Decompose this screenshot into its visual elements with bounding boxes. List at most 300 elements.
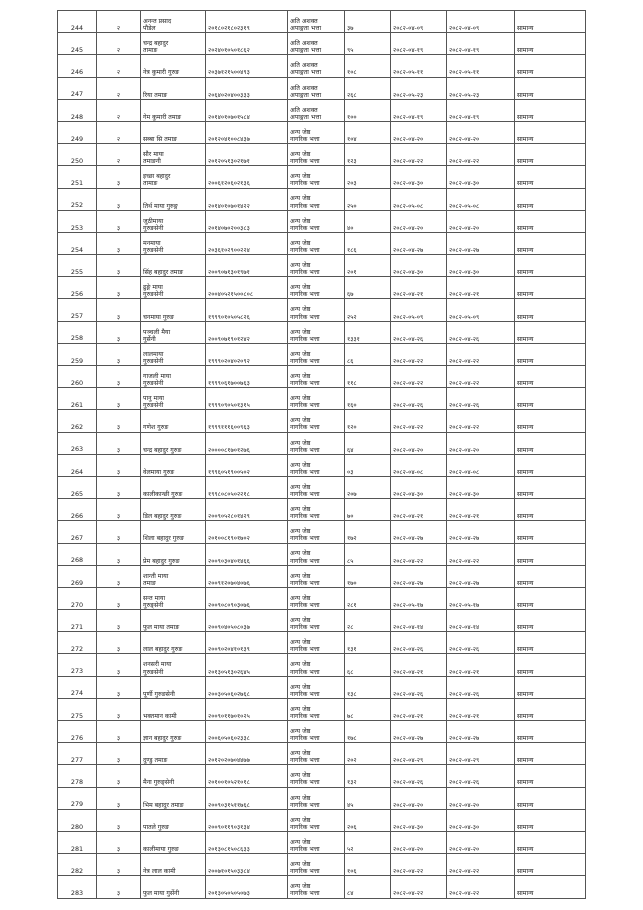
allowance-type-line: नागरिक भत्ता xyxy=(290,646,320,654)
name-line: तमाङनी xyxy=(143,158,161,166)
ward-cell: २ xyxy=(97,144,141,166)
allowance-type-cell xyxy=(288,454,345,476)
start-date-cell: २०८२-०४-१४ xyxy=(391,610,447,632)
ward-cell: ३ xyxy=(97,809,141,831)
id-number-cell: २००७१०१५०३३८४ xyxy=(206,854,288,876)
name-line: तामाङ xyxy=(143,47,158,55)
allowance-type-line: अन्य जेष्ठ xyxy=(290,306,311,314)
table-row xyxy=(58,166,586,188)
serial-number-cell: 250 xyxy=(58,144,97,166)
table-row xyxy=(58,543,586,565)
id-number-cell: २००९०११७०१०२५ xyxy=(206,698,288,720)
id-number-cell: २००३०५०६०२७६८ xyxy=(206,676,288,698)
allowance-type-line: नागरिक भत्ता xyxy=(290,601,320,609)
id-number-cell: २०१३०८१५०८६३३ xyxy=(206,831,288,853)
allowance-type-line: नागरिक भत्ता xyxy=(290,313,320,321)
id-number-cell: २०१००१०५२१०१८ xyxy=(206,765,288,787)
id-number-cell: २००९०७१९०१२४२ xyxy=(206,321,288,343)
allowance-type-line: नागरिक भत्ता xyxy=(290,557,320,565)
allowance-type-cell xyxy=(288,277,345,299)
allowance-type-line: नागरिक भत्ता xyxy=(290,335,320,343)
allowance-type-cell xyxy=(288,432,345,454)
serial-number-cell: 248 xyxy=(58,99,97,121)
start-date-cell: २०८२-०४-२६ xyxy=(391,321,447,343)
status-cell: सामान्य xyxy=(515,144,586,166)
serial-number-cell: 273 xyxy=(58,654,97,676)
allowance-type-line: अन्य जेष्ठ xyxy=(290,151,311,159)
name-cell xyxy=(141,343,206,365)
ward-cell: ३ xyxy=(97,366,141,388)
allowance-type-cell xyxy=(288,654,345,676)
status-cell: सामान्य xyxy=(515,654,586,676)
start-date-cell: २०८२-०५-१७ xyxy=(391,587,447,609)
allowance-type-cell xyxy=(288,33,345,55)
allowance-type-line: नागरिक भत्ता xyxy=(290,224,320,232)
allowance-type-cell xyxy=(288,476,345,498)
table-row xyxy=(58,765,586,787)
id-number-cell: २००९०३०४०१४६६ xyxy=(206,543,288,565)
allowance-type-line: नागरिक भत्ता xyxy=(290,402,320,410)
name-cell xyxy=(141,232,206,254)
status-cell: सामान्य xyxy=(515,787,586,809)
id-number-cell: २००९०५२८०१४२९ xyxy=(206,499,288,521)
allowance-type-line: अन्य जेष्ठ xyxy=(290,772,311,780)
ward-cell: ३ xyxy=(97,610,141,632)
allowance-type-line: अन्य जेष्ठ xyxy=(290,572,311,580)
code-cell: ४५ xyxy=(345,787,391,809)
serial-number-cell: 259 xyxy=(58,343,97,365)
ward-cell: ३ xyxy=(97,299,141,321)
serial-number-cell: 266 xyxy=(58,499,97,521)
name-cell xyxy=(141,765,206,787)
name-cell xyxy=(141,366,206,388)
allowance-type-line: अन्य जेष्ठ xyxy=(290,617,311,624)
name-line: शनसरी माया xyxy=(143,661,172,669)
allowance-type-cell xyxy=(288,499,345,521)
id-number-cell: २००९१२०७०४०७६ xyxy=(206,565,288,587)
allowance-type-cell xyxy=(288,99,345,121)
ward-cell: ३ xyxy=(97,388,141,410)
table-row xyxy=(58,876,586,898)
allowance-type-line: अपाङ्गता भत्ता xyxy=(290,113,322,121)
ward-cell: ३ xyxy=(97,410,141,432)
status-cell: सामान्य xyxy=(515,809,586,831)
allowance-type-cell xyxy=(288,876,345,898)
table-row xyxy=(58,854,586,876)
serial-number-cell: 262 xyxy=(58,410,97,432)
table-row xyxy=(58,343,586,365)
start-date-cell: २०८२-०४-२७ xyxy=(391,721,447,743)
serial-number-cell: 271 xyxy=(58,610,97,632)
code-cell: ८५ xyxy=(345,543,391,565)
code-cell: १७० xyxy=(345,565,391,587)
status-cell: सामान्य xyxy=(515,765,586,787)
id-number-cell: २००४०५२१५००८०८ xyxy=(206,277,288,299)
name-line: सब्बा सि तमाङ xyxy=(143,136,177,143)
name-line: गुरुङसेनी xyxy=(143,357,164,365)
name-line: मनमाया xyxy=(143,239,161,247)
allowance-type-line: अन्य जेष्ठ xyxy=(290,794,311,802)
table-row xyxy=(58,721,586,743)
ward-cell: ३ xyxy=(97,654,141,676)
name-line: गुरुङसेनी xyxy=(143,380,164,388)
serial-number-cell: 275 xyxy=(58,698,97,720)
name-line: नेत्र कुमारी गुरुङ xyxy=(143,69,180,77)
status-cell: सामान्य xyxy=(515,632,586,654)
allowance-type-line: नागरिक भत्ता xyxy=(290,735,320,743)
start-date-cell: २०८२-०४-२० xyxy=(391,210,447,232)
allowance-type-line: अपाङ्गता भत्ता xyxy=(290,25,322,33)
end-date-cell: २०८२-०४-२२ xyxy=(447,543,515,565)
allowance-type-line: नागरिक भत्ता xyxy=(290,668,320,676)
id-number-cell: २०१००८१९०१७०२ xyxy=(206,521,288,543)
code-cell: १०६ xyxy=(345,854,391,876)
allowance-type-line: अन्य जेष्ठ xyxy=(290,750,311,758)
table-row xyxy=(58,299,586,321)
name-line: सन्त माया xyxy=(143,594,166,602)
table-row xyxy=(58,632,586,654)
status-cell: सामान्य xyxy=(515,499,586,521)
start-date-cell: २०८२-०४-२० xyxy=(391,432,447,454)
allowance-type-line: नागरिक भत्ता xyxy=(290,579,320,587)
status-cell: सामान्य xyxy=(515,255,586,277)
allowance-type-cell xyxy=(288,232,345,254)
name-line: प्रेम बहादुर गुरुङ xyxy=(143,557,180,565)
allowance-type-line: नागरिक भत्ता xyxy=(290,180,320,188)
allowance-type-line: नागरिक भत्ता xyxy=(290,136,320,143)
status-cell: सामान्य xyxy=(515,77,586,99)
ward-cell: ३ xyxy=(97,565,141,587)
name-cell xyxy=(141,610,206,632)
status-cell: सामान्य xyxy=(515,831,586,853)
status-cell: सामान्य xyxy=(515,587,586,609)
table-row xyxy=(58,277,586,299)
name-cell xyxy=(141,33,206,55)
table-row xyxy=(58,676,586,698)
ward-cell: ३ xyxy=(97,743,141,765)
start-date-cell: २०८२-०४-२० xyxy=(391,831,447,853)
end-date-cell: २०८२-०४-२९ xyxy=(447,743,515,765)
ward-cell: ३ xyxy=(97,432,141,454)
start-date-cell: २०८२-०४-२६ xyxy=(391,632,447,654)
name-line: पानु माया xyxy=(143,395,165,403)
start-date-cell: २०८२-०४-२० xyxy=(391,787,447,809)
end-date-cell: २०८२-०४-१९ xyxy=(447,33,515,55)
table-row xyxy=(58,499,586,521)
ward-cell: ३ xyxy=(97,831,141,853)
allowance-type-line: अपाङ्गता भत्ता xyxy=(290,69,322,77)
end-date-cell: २०८२-०५-२३ xyxy=(447,77,515,99)
allowance-type-line: अन्य जेष्ठ xyxy=(290,461,311,469)
ward-cell: ३ xyxy=(97,277,141,299)
id-number-cell: २०२४०१०५०१८६२ xyxy=(206,33,288,55)
allowance-type-line: अन्य जेष्ठ xyxy=(290,262,311,269)
table-row xyxy=(58,321,586,343)
serial-number-cell: 258 xyxy=(58,321,97,343)
status-cell: सामान्य xyxy=(515,277,586,299)
start-date-cell: २०८२-०५-२३ xyxy=(391,77,447,99)
status-cell: सामान्य xyxy=(515,166,586,188)
status-cell: सामान्य xyxy=(515,99,586,121)
end-date-cell: २०८२-०४-२७ xyxy=(447,721,515,743)
id-number-cell: २०१८०२१८०२३१९ xyxy=(206,11,288,33)
status-cell: सामान्य xyxy=(515,743,586,765)
ward-cell: ३ xyxy=(97,721,141,743)
code-cell: ५२ xyxy=(345,831,391,853)
end-date-cell: २०८२-०४-२७ xyxy=(447,521,515,543)
ward-cell: २ xyxy=(97,121,141,143)
code-cell: २६८ xyxy=(345,77,391,99)
end-date-cell: २०८२-०४-०८ xyxy=(447,454,515,476)
allowance-type-line: नागरिक भत्ता xyxy=(290,890,320,898)
code-cell: १३२ xyxy=(345,765,391,787)
allowance-type-line: अन्य जेष्ठ xyxy=(290,284,311,292)
end-date-cell: २०८२-०४-२६ xyxy=(447,765,515,787)
name-line: अनन्त प्रसाद xyxy=(143,17,172,25)
name-cell xyxy=(141,521,206,543)
id-number-cell: २०१४०१०७०१४२२ xyxy=(206,188,288,210)
end-date-cell: २०८२-०४-२० xyxy=(447,787,515,809)
allowance-type-line: अन्य जेष्ठ xyxy=(290,195,311,203)
code-cell: १०८ xyxy=(345,55,391,77)
ward-cell: ३ xyxy=(97,166,141,188)
start-date-cell: २०८२-०४-२२ xyxy=(391,854,447,876)
allowance-type-cell xyxy=(288,321,345,343)
id-number-cell: २००९०४०५०८०३७ xyxy=(206,610,288,632)
ward-cell: ३ xyxy=(97,454,141,476)
start-date-cell: २०८२-०४-३० xyxy=(391,809,447,831)
name-line: सिंह बहादुर तमाङ xyxy=(143,269,184,277)
name-cell xyxy=(141,721,206,743)
allowance-type-line: नागरिक भत्ता xyxy=(290,202,320,210)
allowance-type-cell xyxy=(288,565,345,587)
ward-cell: ३ xyxy=(97,343,141,365)
name-line: रिया तमाङ xyxy=(143,91,168,99)
allowance-type-line: अन्य जेष्ठ xyxy=(290,439,311,447)
start-date-cell: २०८२-०४-२२ xyxy=(391,144,447,166)
name-cell xyxy=(141,255,206,277)
ward-cell: ३ xyxy=(97,676,141,698)
allowance-type-line: अन्य जेष्ठ xyxy=(290,217,311,225)
code-cell: १२३ xyxy=(345,144,391,166)
allowance-type-cell xyxy=(288,721,345,743)
serial-number-cell: 249 xyxy=(58,121,97,143)
name-line: गुरुङसेनी xyxy=(143,291,164,299)
start-date-cell: २०८२-०४-२१ xyxy=(391,277,447,299)
code-cell: ७८ xyxy=(345,698,391,720)
name-line: इच्छा बहादुर xyxy=(143,173,171,181)
allowance-type-cell xyxy=(288,366,345,388)
table-row xyxy=(58,565,586,587)
code-cell: २०२ xyxy=(345,743,391,765)
end-date-cell: २०८२-०४-२२ xyxy=(447,366,515,388)
status-cell: सामान्य xyxy=(515,610,586,632)
name-cell xyxy=(141,432,206,454)
serial-number-cell: 245 xyxy=(58,33,97,55)
status-cell: सामान्य xyxy=(515,521,586,543)
status-cell: सामान्य xyxy=(515,676,586,698)
id-number-cell: २००९०३१५११७६८ xyxy=(206,787,288,809)
allowance-type-line: नागरिक भत्ता xyxy=(290,291,320,299)
code-cell: १३८ xyxy=(345,676,391,698)
id-number-cell: १९९६०५१९००५०२ xyxy=(206,454,288,476)
serial-number-cell: 264 xyxy=(58,454,97,476)
end-date-cell: २०८२-०४-२० xyxy=(447,831,515,853)
start-date-cell: २०८२-०४-२७ xyxy=(391,565,447,587)
name-line: शान्ती माया xyxy=(143,572,169,580)
allowance-type-cell xyxy=(288,255,345,277)
allowance-type-cell xyxy=(288,188,345,210)
id-number-cell: १९९९०१०५०५८२६ xyxy=(206,299,288,321)
table-row xyxy=(58,121,586,143)
name-line: तमाङ xyxy=(143,579,156,587)
name-line: गेम कुमारी तमाङ xyxy=(143,113,182,121)
serial-number-cell: 244 xyxy=(58,11,97,33)
code-cell: १३३१ xyxy=(345,321,391,343)
start-date-cell: २०८२-०४-२९ xyxy=(391,743,447,765)
code-cell: १२० xyxy=(345,410,391,432)
allowance-type-cell xyxy=(288,521,345,543)
allowance-type-line: अन्य जेष्ठ xyxy=(290,661,311,669)
status-cell: सामान्य xyxy=(515,232,586,254)
table-row xyxy=(58,255,586,277)
name-line: गुरुङ्सेनी xyxy=(143,601,164,609)
table-row xyxy=(58,188,586,210)
name-cell xyxy=(141,277,206,299)
end-date-cell: २०८२-०४-२२ xyxy=(447,876,515,898)
name-line: गुरुङसेनी xyxy=(143,402,164,410)
allowance-type-line: अति अशक्त xyxy=(290,62,318,70)
allowance-type-line: अन्य जेष्ठ xyxy=(290,883,311,891)
start-date-cell: २०८२-०४-२२ xyxy=(391,366,447,388)
id-number-cell: २०१३०५१३०२६४५ xyxy=(206,654,288,676)
serial-number-cell: 254 xyxy=(58,232,97,254)
ward-cell: ३ xyxy=(97,210,141,232)
table-row xyxy=(58,388,586,410)
id-number-cell: २०१२०५१३०२१७१ xyxy=(206,144,288,166)
allowance-type-line: अन्य जेष्ठ xyxy=(290,550,311,558)
name-cell xyxy=(141,831,206,853)
end-date-cell: २०८२-०४-३० xyxy=(447,166,515,188)
table-row xyxy=(58,210,586,232)
serial-number-cell: 272 xyxy=(58,632,97,654)
allowance-type-line: नागरिक भत्ता xyxy=(290,712,320,720)
id-number-cell: २०१३०५०५०५०७३ xyxy=(206,876,288,898)
allowance-type-line: अन्य जेष्ठ xyxy=(290,838,311,846)
code-cell: २०६ xyxy=(345,809,391,831)
serial-number-cell: 267 xyxy=(58,521,97,543)
allowance-type-line: अन्य जेष्ठ xyxy=(290,372,311,380)
serial-number-cell: 253 xyxy=(58,210,97,232)
end-date-cell: २०८२-०५-१७ xyxy=(447,587,515,609)
allowance-type-line: नागरिक भत्ता xyxy=(290,158,320,166)
id-number-cell: २०६४०२०४००३३३ xyxy=(206,77,288,99)
name-line: तामाङ xyxy=(143,180,158,188)
status-cell: सामान्य xyxy=(515,299,586,321)
code-cell: ८६ xyxy=(345,343,391,365)
status-cell: सामान्य xyxy=(515,55,586,77)
allowance-type-line: अति अशक्त xyxy=(290,106,318,114)
allowance-type-line: अन्य जेष्ठ xyxy=(290,173,311,181)
end-date-cell: २०८२-०४-१९ xyxy=(447,99,515,121)
allowance-type-cell xyxy=(288,787,345,809)
allowance-type-line: नागरिक भत्ता xyxy=(290,535,320,543)
allowance-type-cell xyxy=(288,166,345,188)
name-line: चनमाया गुरुङ xyxy=(143,313,174,321)
name-cell xyxy=(141,676,206,698)
code-cell: २०७ xyxy=(345,476,391,498)
code-cell: ९५ xyxy=(345,33,391,55)
code-cell: ६४ xyxy=(345,432,391,454)
name-line: ज्ञान बहादुर गुरुङ xyxy=(143,735,182,743)
end-date-cell: २०८२-०४-२६ xyxy=(447,676,515,698)
table-row xyxy=(58,454,586,476)
allowance-type-line: अन्य जेष्ठ xyxy=(290,506,311,514)
code-cell: ६७ xyxy=(345,277,391,299)
table-row xyxy=(58,654,586,676)
allowance-type-line: नागरिक भत्ता xyxy=(290,624,320,632)
start-date-cell: २०८२-०४-२२ xyxy=(391,543,447,565)
start-date-cell: २०८२-०४-२२ xyxy=(391,876,447,898)
serial-number-cell: 263 xyxy=(58,432,97,454)
code-cell: २८१ xyxy=(345,587,391,609)
allowance-type-line: नागरिक भत्ता xyxy=(290,246,320,254)
status-cell: सामान्य xyxy=(515,565,586,587)
name-cell xyxy=(141,11,206,33)
name-line: मैना गुरुङ्सेनी xyxy=(143,779,175,787)
code-cell: २८ xyxy=(345,610,391,632)
allowance-type-line: अन्य जेष्ठ xyxy=(290,727,311,735)
name-cell xyxy=(141,876,206,898)
end-date-cell: २०८२-०४-२६ xyxy=(447,321,515,343)
name-cell xyxy=(141,55,206,77)
table-row xyxy=(58,610,586,632)
allowance-type-line: नागरिक भत्ता xyxy=(290,846,320,853)
allowance-type-cell xyxy=(288,698,345,720)
serial-number-cell: 269 xyxy=(58,565,97,587)
start-date-cell: २०८२-०४-२६ xyxy=(391,765,447,787)
allowance-type-cell xyxy=(288,144,345,166)
ward-cell: ३ xyxy=(97,765,141,787)
allowance-type-line: नागरिक भत्ता xyxy=(290,269,320,277)
name-cell xyxy=(141,99,206,121)
allowance-type-line: अन्य जेष्ठ xyxy=(290,483,311,491)
ward-cell: २ xyxy=(97,33,141,55)
id-number-cell: १९९८०८०५०२२१८ xyxy=(206,476,288,498)
name-line: गुरुङसेनी xyxy=(143,668,164,676)
name-line: कालीमाया गुरुङ xyxy=(143,846,179,853)
serial-number-cell: 277 xyxy=(58,743,97,765)
allowance-type-line: अन्य जेष्ठ xyxy=(290,639,311,647)
serial-number-cell: 260 xyxy=(58,366,97,388)
status-cell: सामान्य xyxy=(515,321,586,343)
name-cell xyxy=(141,743,206,765)
allowance-type-line: नागरिक भत्ता xyxy=(290,757,320,765)
ward-cell: ३ xyxy=(97,499,141,521)
name-line: पूर्णी गुरुङसेनी xyxy=(143,690,175,698)
ward-cell: ३ xyxy=(97,632,141,654)
name-line: वेलमाया गुरुङ xyxy=(143,468,175,476)
name-cell xyxy=(141,144,206,166)
code-cell: १७२ xyxy=(345,521,391,543)
table-row xyxy=(58,366,586,388)
status-cell: सामान्य xyxy=(515,476,586,498)
code-cell: ६८ xyxy=(345,654,391,676)
allowance-type-cell xyxy=(288,77,345,99)
serial-number-cell: 252 xyxy=(58,188,97,210)
table-row xyxy=(58,232,586,254)
code-cell: १०० xyxy=(345,99,391,121)
